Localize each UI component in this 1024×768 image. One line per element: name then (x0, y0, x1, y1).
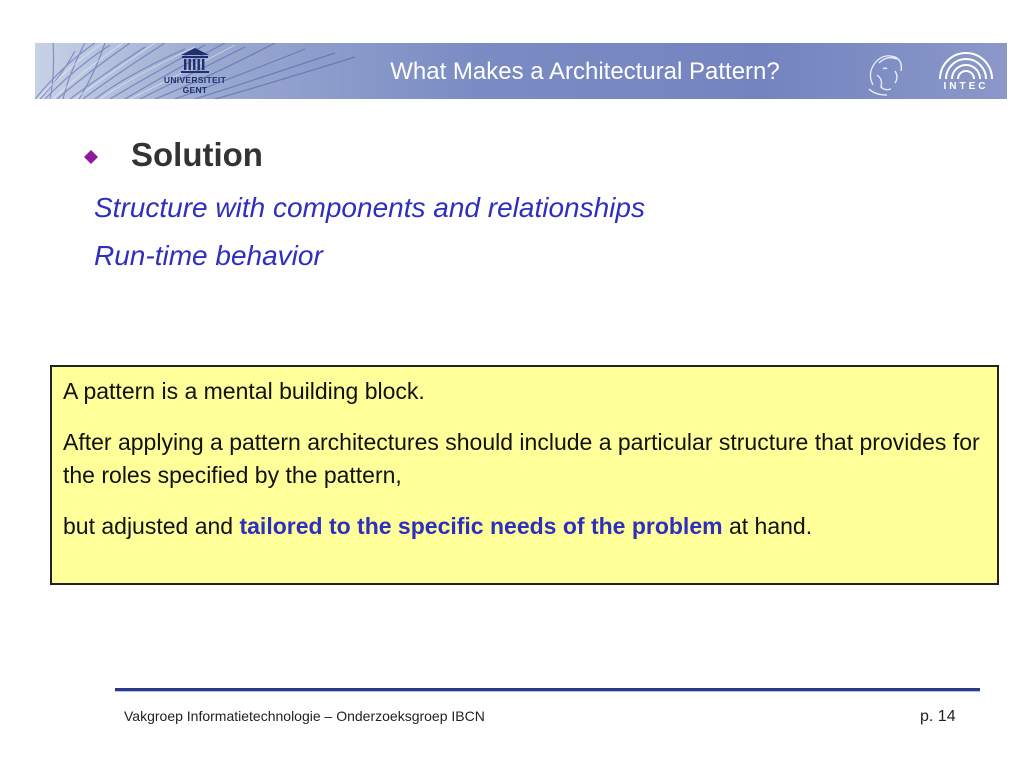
note-paragraph-3-start: but adjusted and (63, 513, 240, 539)
footer-department: Vakgroep Informatietechnologie – Onderzoeksgroep IBCN (124, 708, 485, 724)
note-box (50, 365, 999, 585)
logo-university-line1: UNIVERSITEIT (163, 75, 227, 85)
note-paragraph-3-end: at hand. (722, 513, 813, 539)
page-title: What Makes a Architectural Pattern? (390, 58, 780, 85)
solution-heading: Solution (131, 136, 263, 173)
page-number: p. 14 (920, 708, 956, 725)
helmeted-head-icon (855, 45, 915, 97)
diamond-icon (84, 150, 98, 164)
logo-university-line2: GENT (182, 85, 208, 95)
note-paragraph-3 (63, 510, 993, 543)
intec-label: INTEC (943, 81, 989, 92)
universiteit-gent-logo (135, 45, 255, 97)
intec-arcs-icon (930, 45, 1002, 81)
note-paragraph-1: A pattern is a mental building block. (63, 378, 425, 404)
sub-item-structure: Structure with components and relationships (94, 192, 645, 223)
slide-header (35, 43, 1007, 99)
intec-logo (930, 45, 1002, 97)
footer-divider (115, 688, 980, 692)
note-highlight: tailored to the specific needs of the problem (239, 513, 723, 539)
university-building-icon (135, 45, 255, 75)
note-paragraph-2: After applying a pattern architectures should include a particular structure that provides for the roles specified by the pattern, (63, 429, 980, 488)
sub-item-runtime: Run-time behavior (94, 240, 323, 271)
